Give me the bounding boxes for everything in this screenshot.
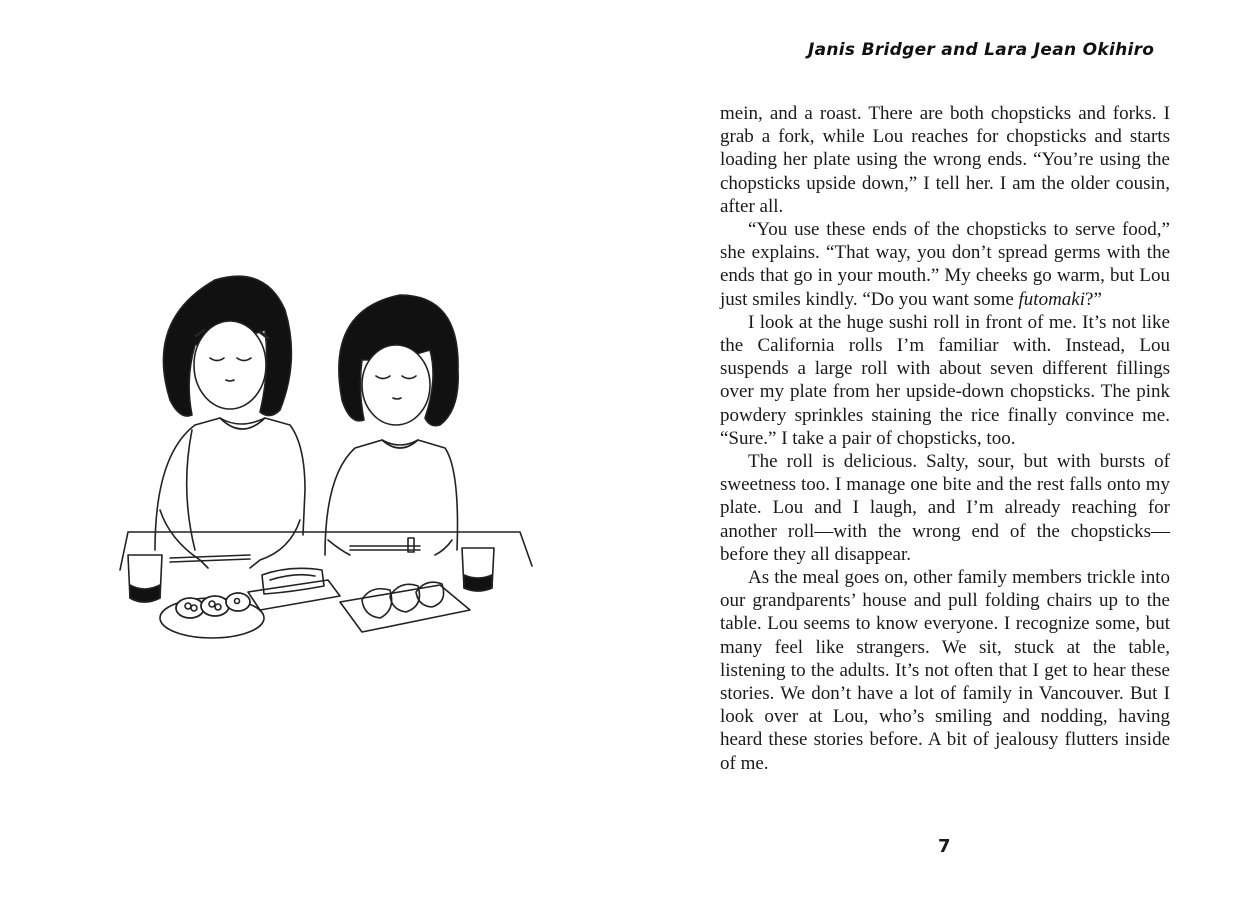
paragraph-2-emphasis: futomaki: [1018, 288, 1086, 310]
right-page: [630, 0, 1260, 900]
body-text: [720, 102, 1170, 775]
paragraph-1: mein, and a roast. There are both chopsticks and forks. I grab a fork, while Lou reaches for chopsticks and starts loading her plate using the wrong ends. “You’re using the chopsticks upside down,” I tell her. I am the older cousin, after all.: [720, 103, 1170, 217]
paragraph-3: I look at the huge sushi roll in front of me. It’s not like the California rolls I’m familiar with. Instead, Lou suspends a large roll with about seven different fillings over my plate from her upside-down chopsticks. The pink powdery sprinkles staining the rice finally convince me. “Sure.” I take a pair of chopsticks, too.: [720, 311, 1170, 449]
page-number: 7: [938, 836, 951, 857]
running-header: Janis Bridger and Lara Jean Okihiro: [808, 40, 1155, 60]
paragraph-2-text: “You use these ends of the chopsticks to serve food,” she explains. “That way, you don’t spread germs with the ends that go in your mouth.” My cheeks go warm, but Lou just smiles kindly. “Do you want some: [720, 219, 1170, 310]
paragraph-4: The roll is delicious. Salty, sour, but with bursts of sweetness too. I manage one bite and the rest falls onto my plate. Lou and I laugh, and I’m already reaching for another roll—with the wrong end of the chopsticks—before they all disappear.: [720, 451, 1170, 565]
girls-at-table-drawing: [100, 250, 550, 650]
paragraph-2-after: ?”: [1085, 288, 1102, 310]
illustration: [100, 250, 550, 650]
paragraph-5: As the meal goes on, other family members trickle into our grandparents’ house and pull folding chairs up to the table. Lou seems to know everyone. I recognize some, but many feel like strangers. We sit, stuck at the table, listening to the adults. It’s not often that I get to hear these stories. We don’t have a lot of family in Vancouver. But I look over at Lou, who’s smiling and nodding, having heard these stories before. A bit of jealousy flutters inside of me.: [720, 567, 1170, 774]
paragraph-2: [720, 218, 1170, 311]
